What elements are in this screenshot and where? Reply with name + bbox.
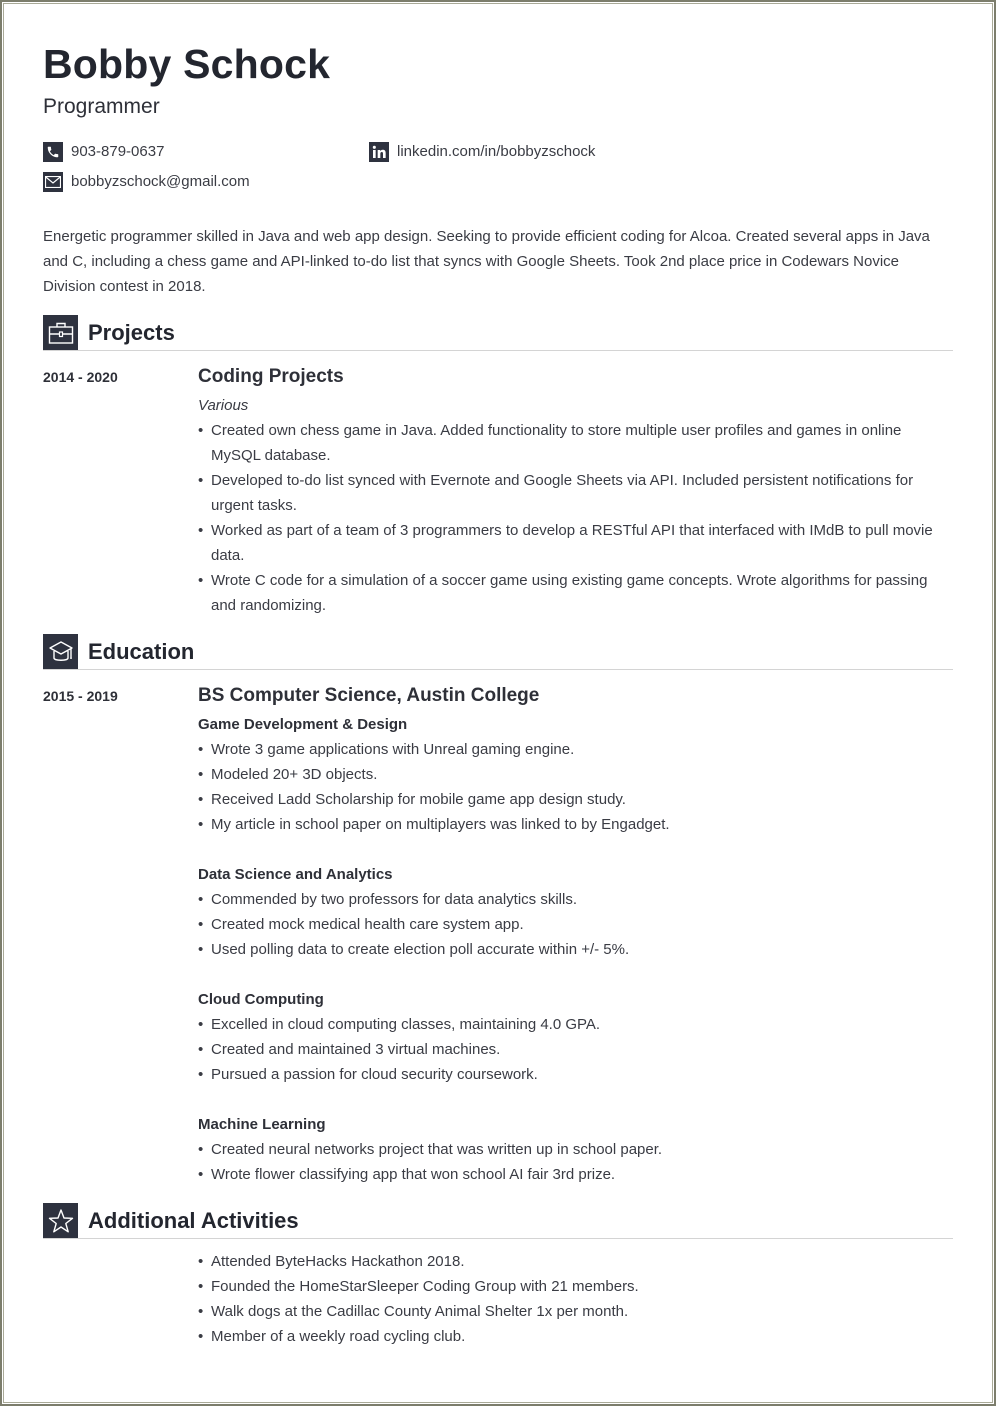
list-item: • Developed to-do list synced with Evernote and Google Sheets via API. Included persistent notifications for urgent tasks.: [198, 468, 943, 518]
list-item: • Created mock medical health care system app.: [198, 912, 943, 937]
education-group-title: Cloud Computing: [198, 991, 324, 1008]
list-item: • Walk dogs at the Cadillac County Animal Shelter 1x per month.: [198, 1299, 943, 1324]
summary-paragraph: Energetic programmer skilled in Java and web app design. Seeking to provide efficient coding for Alcoa. Created several apps in Java and C, including a chess game and API-linked to-do list that syncs with Google Sheets. Took 2nd place price in Codewars Novice Division contest in 2018.: [43, 228, 930, 295]
education-group-title: Machine Learning: [198, 1116, 326, 1133]
section-header-activities: [43, 1203, 953, 1239]
email-address[interactable]: bobbyzschock@gmail.com: [71, 173, 250, 190]
list-item: • Used polling data to create election poll accurate within +/- 5%.: [198, 937, 943, 962]
education-title: BS Computer Science, Austin College: [198, 685, 540, 706]
education-group-bullets: [198, 737, 943, 837]
education-group-bullets: [198, 1137, 943, 1187]
project-title: Coding Projects: [198, 366, 344, 387]
project-dates: 2014 - 2020: [43, 369, 118, 385]
list-item: • Worked as part of a team of 3 programmers to develop a RESTful API that interfaced with IMdB to pull movie data.: [198, 518, 943, 568]
education-dates: 2015 - 2019: [43, 688, 118, 704]
list-item: • Wrote flower classifying app that won school AI fair 3rd prize.: [198, 1162, 943, 1187]
phone-number[interactable]: 903-879-0637: [71, 143, 165, 160]
briefcase-icon: [43, 315, 78, 350]
education-group-bullets: [198, 1012, 943, 1087]
list-item: • Wrote 3 game applications with Unreal gaming engine.: [198, 737, 943, 762]
activities-bullets: [198, 1249, 943, 1349]
list-item: • Created and maintained 3 virtual machines.: [198, 1037, 943, 1062]
list-item: • Created neural networks project that was written up in school paper.: [198, 1137, 943, 1162]
list-item: • Received Ladd Scholarship for mobile game app design study.: [198, 787, 943, 812]
list-item: • Commended by two professors for data analytics skills.: [198, 887, 943, 912]
contact-phone: [43, 142, 164, 162]
section-title-activities: Additional Activities: [88, 1208, 299, 1233]
list-item: • Wrote C code for a simulation of a soccer game using existing game concepts. Wrote algorithms for passing and randomizing.: [198, 568, 943, 618]
list-item: • Member of a weekly road cycling club.: [198, 1324, 943, 1349]
linkedin-url[interactable]: linkedin.com/in/bobbyzschock: [397, 143, 596, 160]
list-item: • Pursued a passion for cloud security coursework.: [198, 1062, 943, 1087]
education-group-title: Data Science and Analytics: [198, 866, 393, 883]
star-icon: [43, 1203, 78, 1238]
list-item: • Attended ByteHacks Hackathon 2018.: [198, 1249, 943, 1274]
section-title-projects: Projects: [88, 320, 175, 345]
email-icon: [43, 172, 63, 192]
list-item: • Founded the HomeStarSleeper Coding Group with 21 members.: [198, 1274, 943, 1299]
list-item: • My article in school paper on multiplayers was linked to by Engadget.: [198, 812, 943, 837]
linkedin-icon: [369, 142, 389, 162]
list-item: • Excelled in cloud computing classes, maintaining 4.0 GPA.: [198, 1012, 943, 1037]
project-subtitle: Various: [198, 397, 249, 414]
candidate-name: Bobby Schock: [43, 41, 331, 87]
section-header-projects: [43, 315, 953, 351]
phone-icon: [43, 142, 63, 162]
section-header-education: [43, 634, 953, 670]
list-item: • Created own chess game in Java. Added functionality to store multiple user profiles and games in online MySQL database.: [198, 418, 943, 468]
education-group-title: Game Development & Design: [198, 716, 408, 733]
education-group-bullets: [198, 887, 943, 962]
graduation-cap-icon: [43, 634, 78, 669]
contact-email: [43, 172, 250, 192]
candidate-title: Programmer: [43, 95, 160, 118]
list-item: • Modeled 20+ 3D objects.: [198, 762, 943, 787]
project-bullets: [198, 418, 943, 618]
section-title-education: Education: [88, 639, 195, 664]
contact-linkedin: [369, 142, 595, 162]
